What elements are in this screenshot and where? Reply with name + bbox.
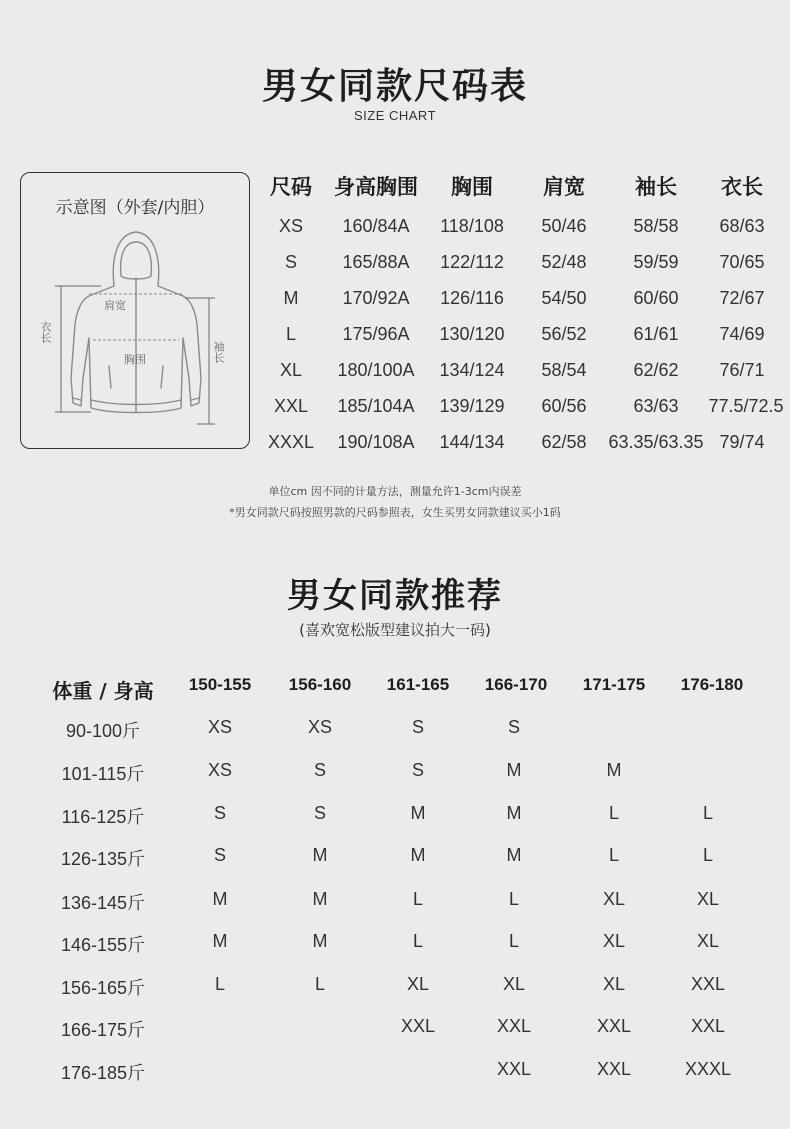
- table-row: [0, 889, 790, 919]
- table-cell: XL: [696, 931, 720, 951]
- unisex-note: *男女同款尺码按照男款的尺码参照表，女生买男女同款建议买小1码: [229, 506, 561, 519]
- table-row: [258, 396, 790, 426]
- table-cell: 63.35/63.35: [608, 432, 704, 452]
- table-cell: XL: [602, 889, 626, 909]
- table-cell: M: [283, 288, 299, 308]
- weight-cell: 126-135斤: [60, 849, 146, 869]
- table-cell: 61/61: [633, 324, 679, 344]
- table-row: [258, 432, 790, 462]
- weight-cell: 116-125斤: [61, 807, 145, 827]
- col-header: 胸围: [451, 175, 493, 199]
- recommend-subtitle: (喜欢宽松版型建议拍大一码): [299, 621, 491, 639]
- table-cell: 130/120: [439, 324, 505, 344]
- col-header: 161-165: [386, 675, 450, 694]
- table-cell: 72/67: [719, 288, 765, 308]
- col-header: 156-160: [288, 675, 352, 694]
- table-cell: XL: [696, 889, 720, 909]
- table-cell: 62/58: [541, 432, 587, 452]
- table-row: [0, 974, 790, 1004]
- table-cell: L: [702, 803, 713, 823]
- weight-cell: 176-185斤: [60, 1063, 146, 1083]
- table-cell: L: [214, 974, 225, 994]
- table-row: [258, 216, 790, 246]
- table-cell: S: [213, 845, 226, 865]
- col-header: 尺码: [270, 175, 312, 199]
- table-cell: S: [313, 760, 326, 780]
- table-cell: 170/92A: [342, 288, 410, 308]
- col-header: 171-175: [582, 675, 646, 694]
- shoulder-label: 肩宽: [104, 299, 126, 312]
- table-cell: XXL: [690, 974, 726, 994]
- table-cell: S: [411, 760, 424, 780]
- table-cell: L: [285, 324, 296, 344]
- diagram-title: 示意图（外套/内胆）: [55, 198, 215, 218]
- col-header: 150-155: [188, 675, 252, 694]
- table-cell: L: [314, 974, 325, 994]
- table-cell: L: [608, 845, 619, 865]
- page-title: 男女同款尺码表: [261, 66, 528, 107]
- table-cell: M: [312, 931, 328, 951]
- table-cell: M: [506, 845, 522, 865]
- table-cell: S: [213, 803, 226, 823]
- jacket-illustration: [21, 228, 251, 428]
- table-cell: 62/62: [633, 360, 679, 380]
- table-row: [258, 252, 790, 282]
- table-row: [0, 1016, 790, 1046]
- table-cell: 54/50: [541, 288, 587, 308]
- table-cell: S: [411, 717, 424, 737]
- measurement-diagram: [20, 172, 250, 449]
- table-cell: 52/48: [541, 252, 587, 272]
- table-cell: 76/71: [719, 360, 765, 380]
- table-cell: L: [412, 931, 423, 951]
- table-cell: 180/100A: [337, 360, 415, 380]
- table-cell: 185/104A: [337, 396, 415, 416]
- table-cell: 74/69: [719, 324, 765, 344]
- table-row: [0, 717, 790, 747]
- table-cell: XL: [279, 360, 303, 380]
- table-cell: 175/96A: [342, 324, 410, 344]
- weight-cell: 136-145斤: [60, 893, 146, 913]
- table-cell: 139/129: [439, 396, 505, 416]
- table-cell: 68/63: [719, 216, 765, 236]
- weight-cell: 90-100斤: [65, 721, 141, 741]
- table-header-row: [258, 171, 790, 201]
- table-cell: M: [506, 760, 522, 780]
- table-row: [0, 931, 790, 961]
- table-cell: 56/52: [541, 324, 587, 344]
- table-row: [0, 1059, 790, 1089]
- col-header: 衣长: [721, 175, 763, 199]
- table-cell: 190/108A: [337, 432, 415, 452]
- recommend-title: 男女同款推荐: [287, 576, 503, 616]
- chest-label: 胸围: [124, 353, 146, 366]
- table-row: [0, 845, 790, 875]
- col-header: 166-170: [484, 675, 548, 694]
- table-cell: XL: [502, 974, 526, 994]
- body-length-label: 衣长: [39, 321, 52, 343]
- table-cell: XS: [307, 717, 332, 737]
- table-cell: XS: [278, 216, 303, 236]
- table-cell: 58/54: [541, 360, 587, 380]
- table-cell: XXXL: [684, 1059, 732, 1079]
- table-cell: XXL: [596, 1016, 632, 1036]
- table-cell: XXL: [496, 1059, 532, 1079]
- sleeve-length-label: 袖长: [212, 341, 225, 363]
- table-cell: M: [606, 760, 622, 780]
- table-cell: XXXL: [267, 432, 315, 452]
- table-cell: M: [212, 889, 228, 909]
- table-cell: L: [608, 803, 619, 823]
- table-header-row: [0, 675, 790, 705]
- table-cell: 58/58: [633, 216, 679, 236]
- col-header: 体重 / 身高: [52, 679, 154, 703]
- col-header: 袖长: [635, 175, 677, 199]
- table-cell: 144/134: [439, 432, 505, 452]
- table-cell: XXL: [690, 1016, 726, 1036]
- col-header: 身高胸围: [334, 175, 418, 199]
- table-cell: M: [312, 889, 328, 909]
- table-cell: M: [410, 845, 426, 865]
- table-row: [258, 324, 790, 354]
- table-cell: 50/46: [541, 216, 587, 236]
- table-cell: 160/84A: [342, 216, 410, 236]
- table-cell: XXL: [400, 1016, 436, 1036]
- table-cell: 126/116: [440, 288, 504, 308]
- table-cell: 122/112: [440, 252, 504, 272]
- table-cell: L: [412, 889, 423, 909]
- table-cell: 79/74: [719, 432, 765, 452]
- table-cell: S: [284, 252, 297, 272]
- table-cell: XL: [602, 931, 626, 951]
- table-cell: XXL: [496, 1016, 532, 1036]
- table-cell: XL: [602, 974, 626, 994]
- weight-cell: 146-155斤: [60, 935, 146, 955]
- weight-cell: 166-175斤: [60, 1020, 146, 1040]
- table-cell: M: [410, 803, 426, 823]
- measurement-note: 单位cm 因不同的计量方法，测量允许1-3cm内误差: [268, 485, 522, 498]
- col-header: 176-180: [680, 675, 744, 694]
- table-row: [258, 288, 790, 318]
- table-cell: M: [212, 931, 228, 951]
- weight-cell: 101-115斤: [61, 764, 145, 784]
- table-cell: L: [508, 889, 519, 909]
- table-cell: 70/65: [719, 252, 765, 272]
- weight-cell: 156-165斤: [60, 978, 146, 998]
- table-cell: 165/88A: [342, 252, 410, 272]
- table-row: [0, 803, 790, 833]
- page-subtitle: SIZE CHART: [353, 108, 437, 123]
- table-cell: XXL: [596, 1059, 632, 1079]
- table-cell: 77.5/72.5: [708, 396, 784, 416]
- table-cell: 60/60: [633, 288, 679, 308]
- table-cell: L: [508, 931, 519, 951]
- table-cell: 63/63: [633, 396, 679, 416]
- table-row: [258, 360, 790, 390]
- table-cell: 59/59: [633, 252, 679, 272]
- table-cell: L: [702, 845, 713, 865]
- col-header: 肩宽: [543, 175, 585, 199]
- table-cell: M: [312, 845, 328, 865]
- table-row: [0, 760, 790, 790]
- table-cell: 118/108: [440, 216, 504, 236]
- table-cell: M: [506, 803, 522, 823]
- table-cell: 134/124: [439, 360, 505, 380]
- table-cell: XS: [207, 760, 232, 780]
- table-cell: 60/56: [541, 396, 587, 416]
- table-cell: XS: [207, 717, 232, 737]
- table-cell: S: [507, 717, 520, 737]
- table-cell: XL: [406, 974, 430, 994]
- table-cell: XXL: [273, 396, 309, 416]
- table-cell: S: [313, 803, 326, 823]
